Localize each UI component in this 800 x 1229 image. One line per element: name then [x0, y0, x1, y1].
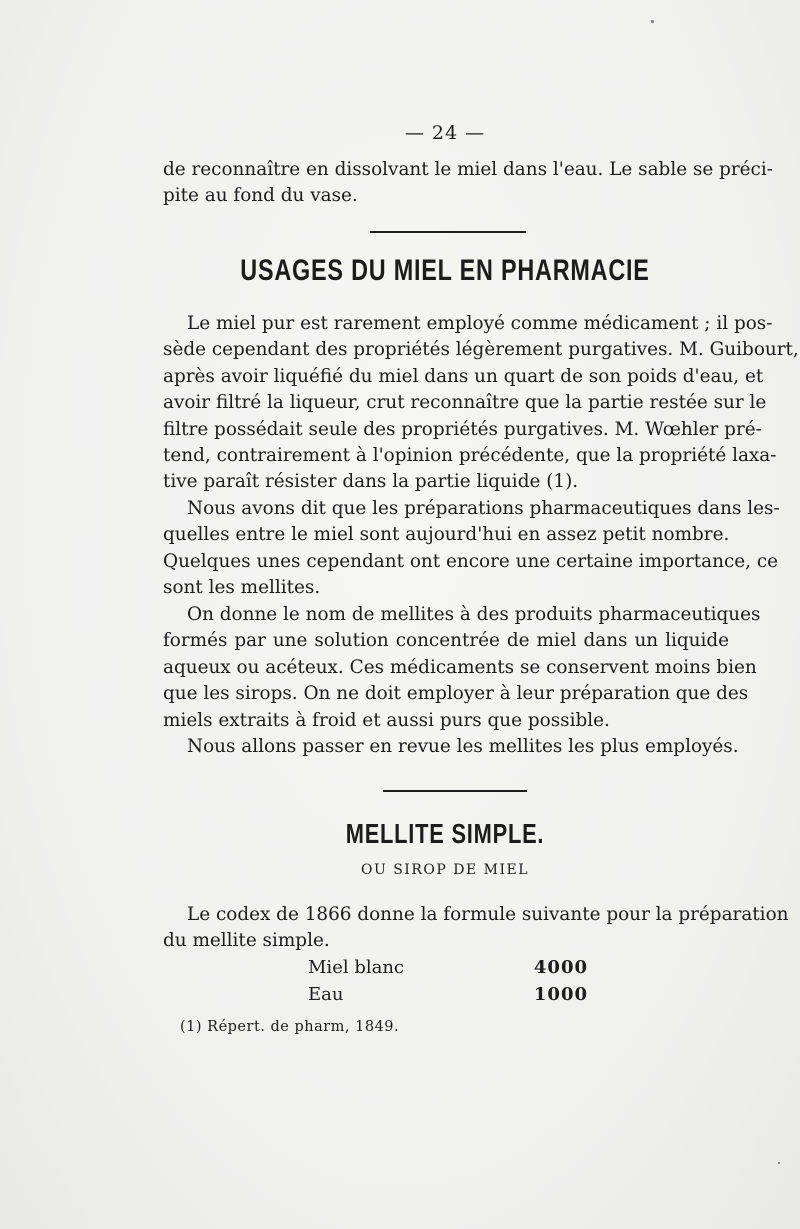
- recipe-table: [308, 954, 588, 1008]
- paper-speck: [651, 20, 654, 23]
- recipe-row: [308, 954, 588, 981]
- section-subtitle: OU SIROP DE MIEL: [360, 862, 529, 878]
- section-title-mellite: MELLITE SIMPLE.: [345, 818, 545, 849]
- section-title-usages: USAGES DU MIEL EN PHARMACIE: [240, 254, 650, 287]
- text-line: avoir filtré la liqueur, crut reconnaître que la partie restée sur le: [163, 392, 767, 414]
- text-line: quelles entre le miel sont aujourd'hui en assez petit nombre.: [163, 524, 730, 546]
- footnote: (1) Répert. de pharm, 1849.: [180, 1019, 400, 1035]
- text-line: Nous allons passer en revue les mellites les plus employés.: [187, 736, 739, 757]
- text-line: Nous avons dit que les préparations pharmaceutiques dans les-: [187, 498, 780, 519]
- text-line: sont les mellites.: [163, 577, 321, 599]
- text-line: que les sirops. On ne doit employer à leur préparation que des: [163, 683, 749, 705]
- text-line: Quelques unes cependant ont encore une certaine importance, ce: [163, 550, 779, 572]
- section-divider: [383, 790, 527, 792]
- ingredient-name: Eau: [308, 984, 344, 1005]
- ingredient-quantity: 1000: [533, 984, 588, 1005]
- text-line: filtre possédait seule des propriétés purgatives. M. Wœhler pré-: [163, 418, 762, 440]
- text-line: de reconnaître en dissolvant le miel dans l'eau. Le sable se préci-: [163, 159, 773, 180]
- paper-speck: [778, 1162, 780, 1164]
- recipe-row: [308, 981, 588, 1008]
- text-line: du mellite simple.: [163, 930, 330, 952]
- paragraph-usages-4: [163, 734, 739, 760]
- section-divider: [370, 231, 526, 233]
- text-line: On donne le nom de mellites à des produits pharmaceutiques: [187, 604, 761, 625]
- text-line: pite au fond du vase.: [163, 185, 358, 207]
- paragraph-usages-1: [163, 311, 799, 496]
- paragraph-mellite: [163, 902, 789, 955]
- text-line: sède cependant des propriétés légèrement purgatives. M. Guibourt,: [163, 339, 799, 361]
- ingredient-quantity: 4000: [533, 957, 588, 978]
- text-line: formés par une solution concentrée de miel dans un liquide: [163, 630, 729, 652]
- text-line: Le codex de 1866 donne la formule suivante pour la préparation: [187, 904, 789, 925]
- text-line: tive paraît résister dans la partie liquide (1).: [163, 471, 579, 493]
- paragraph-usages-2: [163, 496, 780, 602]
- text-line: miels extraits à froid et aussi purs que possible.: [163, 709, 610, 731]
- ingredient-name: Miel blanc: [308, 957, 405, 978]
- paragraph-usages-3: [163, 602, 761, 734]
- text-line: tend, contrairement à l'opinion précédente, que la propriété laxa-: [163, 445, 777, 467]
- page-number: — 24 —: [404, 122, 486, 144]
- text-line: après avoir liquéfié du miel dans un quart de son poids d'eau, et: [163, 365, 764, 387]
- text-line: Le miel pur est rarement employé comme médicament ; il pos-: [187, 313, 773, 334]
- text-line: aqueux ou acéteux. Ces médicaments se conservent moins bien: [163, 656, 757, 678]
- intro-paragraph: [163, 157, 773, 210]
